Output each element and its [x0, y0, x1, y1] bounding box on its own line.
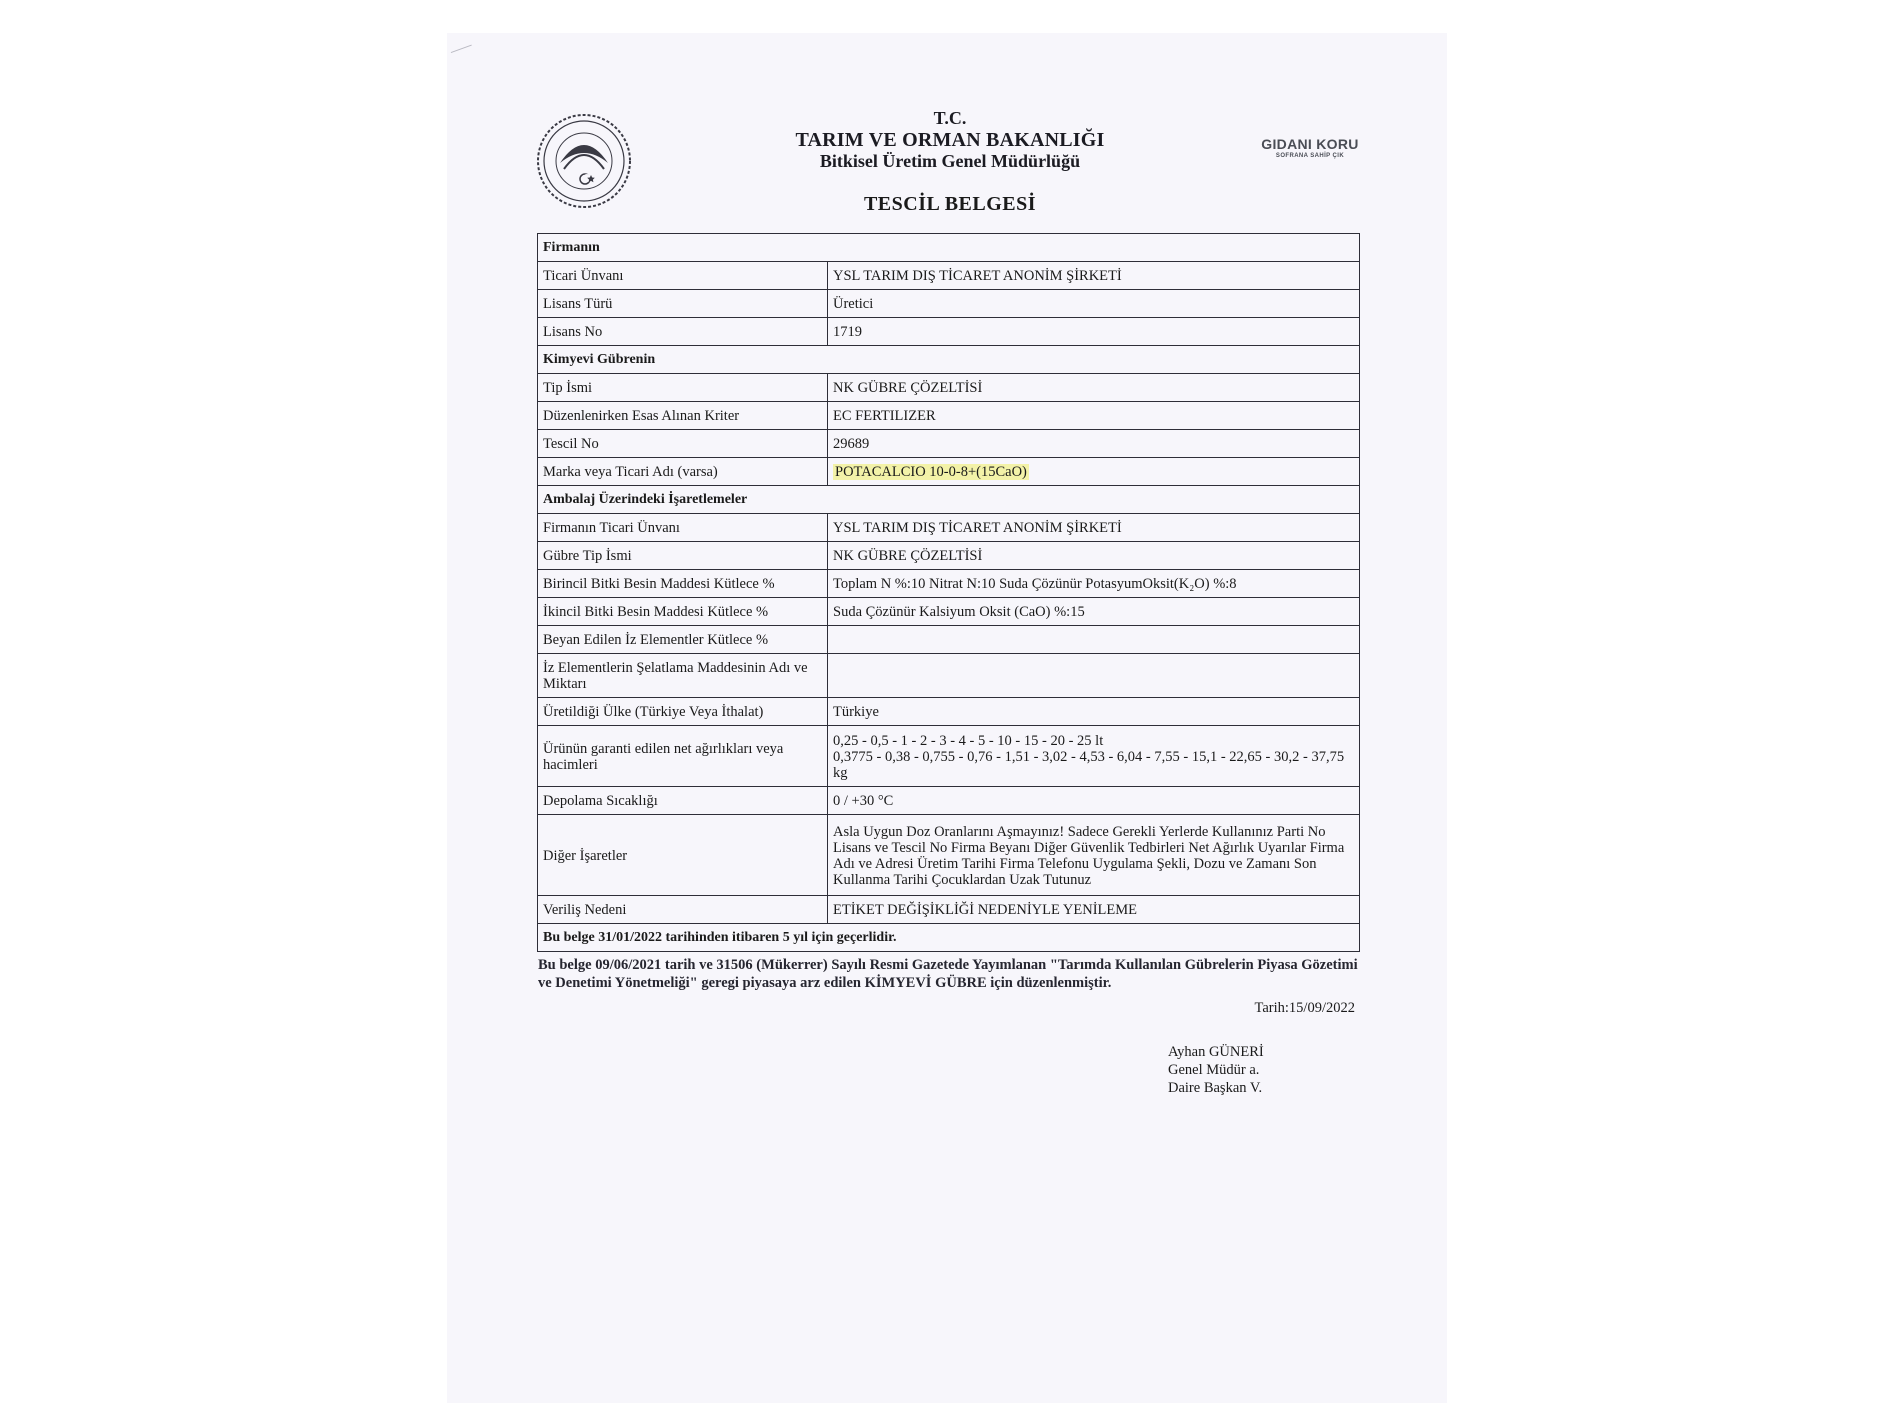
weights-label: Ürünün garanti edilen net ağırlıkları veya hacimleri [538, 726, 828, 787]
country-value: Türkiye [828, 698, 1360, 726]
section-fertilizer: Kimyevi Gübrenin [538, 346, 1360, 374]
license-no-value: 1719 [828, 318, 1360, 346]
pkg-trade-name-value: YSL TARIM DIŞ TİCARET ANONİM ŞİRKETİ [828, 514, 1360, 542]
registration-no-label: Tescil No [538, 430, 828, 458]
document-title: TESCİL BELGESİ [863, 193, 1037, 215]
table-row [538, 290, 1360, 318]
signatory-title-2: Daire Başkan V. [1168, 1080, 1263, 1096]
secondary-nutrient-label: İkincil Bitki Besin Maddesi Kütlece % [538, 598, 828, 626]
section-row-packaging [538, 486, 1360, 514]
signature-block [1168, 1043, 1264, 1097]
table-row [538, 726, 1360, 787]
issue-date: Tarih:15/09/2022 [1254, 1000, 1355, 1016]
pkg-type-value: NK GÜBRE ÇÖZELTİSİ [828, 542, 1360, 570]
brand-name: GIDANI KORU [1261, 136, 1359, 152]
table-row [538, 654, 1360, 698]
trade-name-value: YSL TARIM DIŞ TİCARET ANONİM ŞİRKETİ [828, 262, 1360, 290]
table-row [538, 815, 1360, 896]
section-row-firm [538, 234, 1360, 262]
table-row [538, 698, 1360, 726]
signatory-name: Ayhan GÜNERİ [1168, 1044, 1264, 1060]
other-marks-label: Diğer İşaretler [538, 815, 828, 896]
signatory-title-1: Genel Müdür a. [1168, 1062, 1260, 1078]
table-row [538, 318, 1360, 346]
weights-value: 0,25 - 0,5 - 1 - 2 - 3 - 4 - 5 - 10 - 15 - 20 - 25 lt 0,3775 - 0,38 - 0,755 - 0,76 - 1,51 - 3,02 - 4,53 - 6,04 - 7,55 - 15,1 - 22,65 - 30,2 - 37,75 kg [828, 726, 1360, 787]
pkg-trade-name-label: Firmanın Ticari Ünvanı [538, 514, 828, 542]
other-marks-value: Asla Uygun Doz Oranlarını Aşmayınız! Sadece Gerekli Yerlerde Kullanınız Parti No Lisans ve Tescil No Firma Beyanı Diğer Güvenlik Tedbirleri Net Ağırlık Uyarılar Firma Adı ve Adresi Üretim Tarihi Firma Telefonu Uygulama Şekli, Dozu ve Zamanı Son Kullanma Tarihi Çocuklardan Uzak Tutunuz [828, 815, 1360, 896]
header-tc: T.C. [933, 108, 967, 128]
table-row [538, 514, 1360, 542]
criteria-value: EC FERTILIZER [828, 402, 1360, 430]
pkg-type-label: Gübre Tip İsmi [538, 542, 828, 570]
table-row [538, 458, 1360, 486]
section-packaging: Ambalaj Üzerindeki İşaretlemeler [538, 486, 1360, 514]
primary-nutrient-label: Birincil Bitki Besin Maddesi Kütlece % [538, 570, 828, 598]
license-type-label: Lisans Türü [538, 290, 828, 318]
trade-name-label: Ticari Ünvanı [538, 262, 828, 290]
table-row [538, 374, 1360, 402]
criteria-label: Düzenlenirken Esas Alınan Kriter [538, 402, 828, 430]
reason-value: ETİKET DEĞİŞİKLİĞİ NEDENİYLE YENİLEME [828, 896, 1360, 924]
brand-value-cell [828, 458, 1360, 486]
brand-tagline: SOFRANA SAHİP ÇIK [1275, 153, 1345, 159]
table-row [538, 896, 1360, 924]
section-row-fertilizer [538, 346, 1360, 374]
type-name-label: Tip İsmi [538, 374, 828, 402]
header-ministry: TARIM VE ORMAN BAKANLIĞI [795, 129, 1105, 151]
table-row [538, 430, 1360, 458]
table-row [538, 262, 1360, 290]
table-row [538, 626, 1360, 654]
registration-no-value: 29689 [828, 430, 1360, 458]
country-label: Üretildiği Ülke (Türkiye Veya İthalat) [538, 698, 828, 726]
table-row [538, 402, 1360, 430]
storage-label: Depolama Sıcaklığı [538, 787, 828, 815]
secondary-nutrient-value: Suda Çözünür Kalsiyum Oksit (CaO) %:15 [828, 598, 1360, 626]
reason-label: Veriliş Nedeni [538, 896, 828, 924]
trace-elements-label: Beyan Edilen İz Elementler Kütlece % [538, 626, 828, 654]
document-header [700, 108, 1200, 172]
license-type-value: Üretici [828, 290, 1360, 318]
chelating-value [828, 654, 1360, 698]
validity-text: Bu belge 31/01/2022 tarihinden itibaren 5 yıl için geçerlidir. [538, 924, 1360, 952]
header-directorate: Bitkisel Üretim Genel Müdürlüğü [819, 151, 1081, 171]
brand-label: Marka veya Ticari Adı (varsa) [538, 458, 828, 486]
primary-nutrient-value: Toplam N %:10 Nitrat N:10 Suda Çözünür PotasyumOksit(K₂O) %:8 [828, 570, 1360, 598]
ministry-seal-icon [536, 113, 632, 209]
trace-elements-value [828, 626, 1360, 654]
table-row [538, 598, 1360, 626]
gidani-koru-logo [1255, 136, 1365, 159]
brand-value: POTACALCIO 10-0-8+(15CaO) [835, 464, 1027, 480]
regulation-note: Bu belge 09/06/2021 tarih ve 31506 (Mükerrer) Sayılı Resmi Gazetede Yayımlanan "Tarımda Kullanılan Gübrelerin Piyasa Gözetimi ve Denetimi Yönetmeliği" geregi piyasaya arz edilen KİMYEVİ GÜBRE için düzenlenmiştir. [538, 957, 1358, 991]
table-row [538, 542, 1360, 570]
chelating-label: İz Elementlerin Şelatlama Maddesinin Adı ve Miktarı [538, 654, 828, 698]
table-row [538, 787, 1360, 815]
table-row [538, 570, 1360, 598]
registration-table [537, 233, 1360, 952]
storage-value: 0 / +30 °C [828, 787, 1360, 815]
type-name-value: NK GÜBRE ÇÖZELTİSİ [828, 374, 1360, 402]
license-no-label: Lisans No [538, 318, 828, 346]
section-firm: Firmanın [538, 234, 1360, 262]
validity-row [538, 924, 1360, 952]
